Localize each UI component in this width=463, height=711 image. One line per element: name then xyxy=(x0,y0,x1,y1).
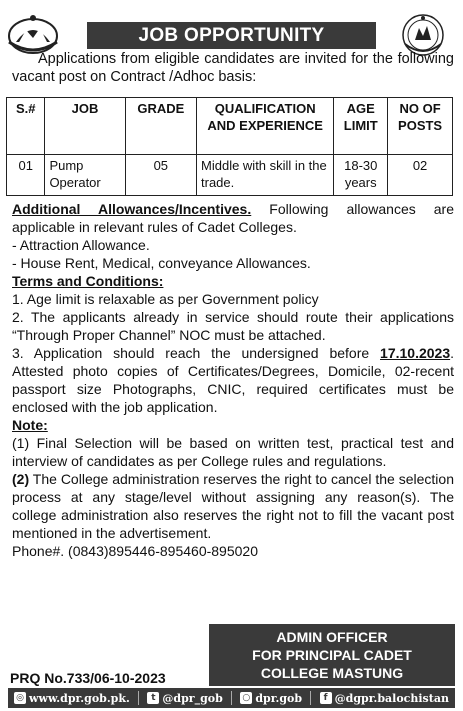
col-header-posts: NO OF POSTS xyxy=(388,98,453,155)
col-header-job: JOB xyxy=(45,98,125,155)
signature-line: ADMIN OFFICER xyxy=(276,629,388,645)
phone-number: Phone#. (0843)895446-895460-895020 xyxy=(12,543,258,559)
cell-qualification: Middle with skill in the trade. xyxy=(197,155,334,196)
social-links-bar xyxy=(8,688,455,708)
signature-line: FOR PRINCIPAL CADET xyxy=(252,647,412,663)
col-header-qualification: QUALIFICATION AND EXPERIENCE xyxy=(197,98,334,155)
twitter-icon: t xyxy=(147,692,159,704)
allowance-item: - Attraction Allowance. xyxy=(12,237,150,253)
allowance-item: - House Rent, Medical, conveyance Allowances. xyxy=(12,255,311,271)
terms-item-2: 2. The applicants already in service should route their applications “Through Proper Channel” NOC must be attached. xyxy=(12,309,454,343)
note-heading: Note: xyxy=(12,417,48,433)
prq-number: PRQ No.733/06-10-2023 xyxy=(10,670,166,686)
cell-job: Pump Operator xyxy=(45,155,125,196)
vacancy-table xyxy=(6,97,453,196)
page-title: JOB OPPORTUNITY xyxy=(87,22,376,49)
table-header-row xyxy=(7,98,453,155)
globe-icon: ◎ xyxy=(14,692,26,704)
advertisement-body xyxy=(12,200,454,560)
divider xyxy=(138,691,139,705)
terms-item-3: 3. Application should reach the undersigned before 17.10.2023. Attested photo copies of Certificates/Degrees, Domicile, 02-recent passport size Photographs, CNIC, required certificates must be enclosed with the job application. xyxy=(12,345,454,415)
instagram-icon: ○ xyxy=(240,692,252,704)
cell-age-limit: 18-30 years xyxy=(334,155,388,196)
col-header-age-limit: AGE LIMIT xyxy=(334,98,388,155)
terms-heading: Terms and Conditions: xyxy=(12,273,164,289)
allowances-text: Following allowances are applicable in relevant rules of Cadet Colleges. xyxy=(12,201,455,235)
deadline-date: 17.10.2023 xyxy=(380,345,451,361)
allowances-heading: Additional Allowances/Incentives. xyxy=(12,201,252,217)
terms-item-1: 1. Age limit is relaxable as per Government policy xyxy=(12,291,319,307)
note-item-2: (2) The College administration reserves the right to cancel the selection process at any stage/level without assigning any reason(s). The college administration also reserves the right not to fill the vacant post mentioned in the advertisement. xyxy=(12,471,454,541)
allowances-paragraph xyxy=(12,200,454,236)
divider xyxy=(310,691,311,705)
cell-sno: 01 xyxy=(7,155,45,196)
cell-grade: 05 xyxy=(125,155,196,196)
intro-text: Applications from eligible candidates are invited for the following vacant post on Contract /Adhoc basis: xyxy=(12,51,454,85)
facebook-icon: f xyxy=(320,692,332,704)
col-header-sno: S.# xyxy=(7,98,45,155)
divider xyxy=(231,691,232,705)
website-link[interactable]: ◎ www.dpr.gob.pk. xyxy=(14,692,130,705)
note-item-1: (1) Final Selection will be based on written test, practical test and interview of candidates as per College rules and regulations. xyxy=(12,435,454,469)
signature-line: COLLEGE MASTUNG xyxy=(260,665,404,681)
table-row xyxy=(7,155,453,196)
cell-posts: 02 xyxy=(388,155,453,196)
facebook-link[interactable]: f @dgpr.balochistan xyxy=(320,692,449,705)
instagram-link[interactable]: ○ dpr.gob xyxy=(240,692,302,705)
col-header-grade: GRADE xyxy=(125,98,196,155)
signature-block xyxy=(209,624,455,686)
twitter-link[interactable]: t @dpr_gob xyxy=(147,692,222,705)
